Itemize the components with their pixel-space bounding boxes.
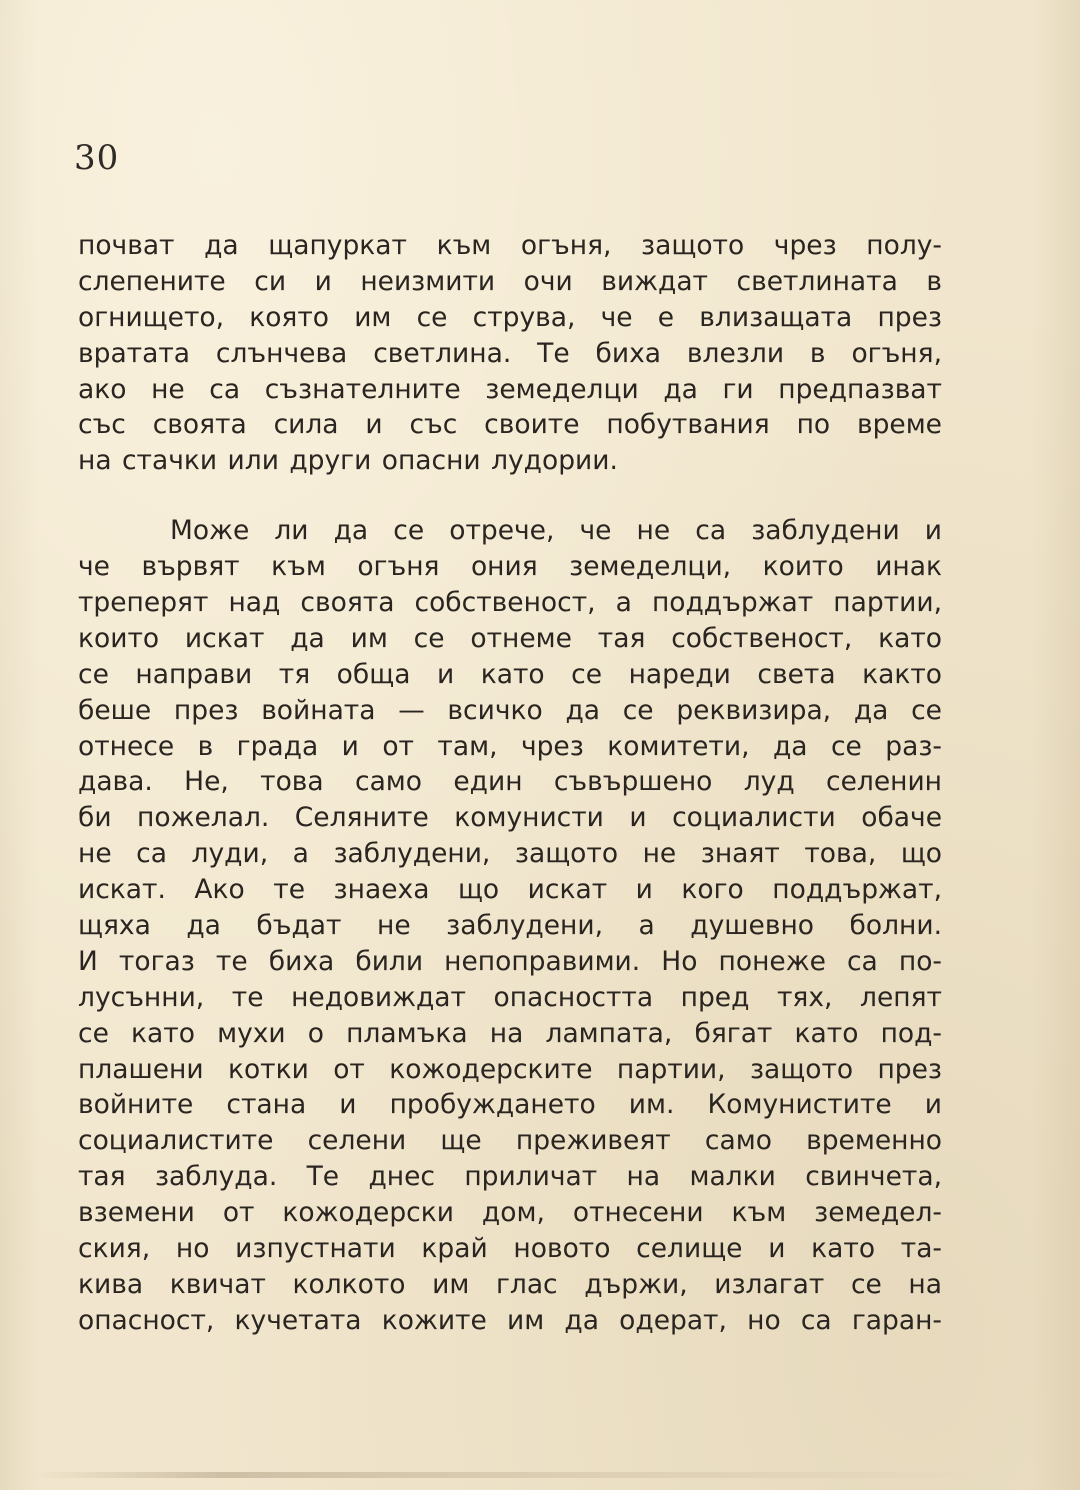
text-line: плашени котки от кожодерските партии, защото през bbox=[78, 1053, 942, 1085]
text-line: кива квичат колкото им глас държи, излагат се на bbox=[78, 1268, 942, 1300]
text-line: тая заблуда. Те днес приличат на малки свинчета, bbox=[78, 1161, 942, 1193]
paragraph-gap bbox=[78, 479, 942, 513]
text-line: ако не са съзнателните земеделци да ги предпазват bbox=[78, 373, 942, 405]
text-line: дава. Не, това само един съвършено луд селенин bbox=[78, 766, 942, 798]
text-line: не са луди, а заблудени, защото не знаят това, що bbox=[78, 838, 942, 870]
text-line: И тогаз те биха били непоправими. Но понеже са по- bbox=[78, 945, 942, 977]
text-line: би пожелал. Селяните комунисти и социалисти обаче bbox=[78, 802, 942, 834]
text-line: със своята сила и със своите побутвания по време bbox=[78, 409, 942, 441]
text-line: се направи тя обща и като се нареди света както bbox=[78, 658, 942, 690]
text-line: войните стана и пробуждането им. Комунистите и bbox=[78, 1089, 942, 1121]
page-number: 30 bbox=[74, 138, 120, 178]
text-line: на стачки или други опасни лудории. bbox=[78, 445, 618, 477]
page-edge-stain bbox=[30, 1472, 990, 1478]
text-line: огнището, която им се струва, че е влизащата през bbox=[78, 301, 942, 333]
text-line: се като мухи о пламъка на лампата, бягат като под- bbox=[78, 1017, 942, 1049]
paragraph-1 bbox=[78, 228, 942, 479]
text-line: социалистите селени ще преживеят само временно bbox=[78, 1125, 942, 1157]
text-line: че вървят към огъня ония земеделци, които инак bbox=[78, 551, 942, 583]
text-line: вземени от кожодерски дом, отнесени към земедел- bbox=[78, 1197, 942, 1229]
text-line: Може ли да се отрече, че не са заблудени и bbox=[170, 515, 942, 547]
text-line: ския, но изпустнати край новото селище и като та- bbox=[78, 1233, 942, 1265]
text-line: беше през войната — всичко да се реквизира, да се bbox=[78, 694, 942, 726]
text-line: опасност, кучетата кожите им да одерат, но са гаран- bbox=[78, 1304, 942, 1336]
text-line: отнесе в града и от там, чрез комитети, да се раз- bbox=[78, 730, 942, 762]
text-line: искат. Ако те знаеха що искат и кого поддържат, bbox=[78, 874, 942, 906]
text-line: които искат да им се отнеме тая собственост, като bbox=[78, 622, 942, 654]
text-line: слепените си и неизмити очи виждат светлината в bbox=[78, 265, 942, 297]
text-line: почват да щапуркат към огъня, защото чрез полу- bbox=[78, 230, 942, 261]
paragraph-2 bbox=[78, 513, 942, 1338]
text-line: лусънни, те недовиждат опасността пред тях, лепят bbox=[78, 981, 942, 1013]
text-line: треперят над своята собственост, а поддържат партии, bbox=[78, 587, 942, 619]
text-line: вратата слънчева светлина. Те биха влезли в огъня, bbox=[78, 337, 942, 369]
text-line: щяха да бъдат не заблудени, а душевно болни. bbox=[78, 910, 942, 942]
body-text bbox=[78, 228, 942, 1339]
